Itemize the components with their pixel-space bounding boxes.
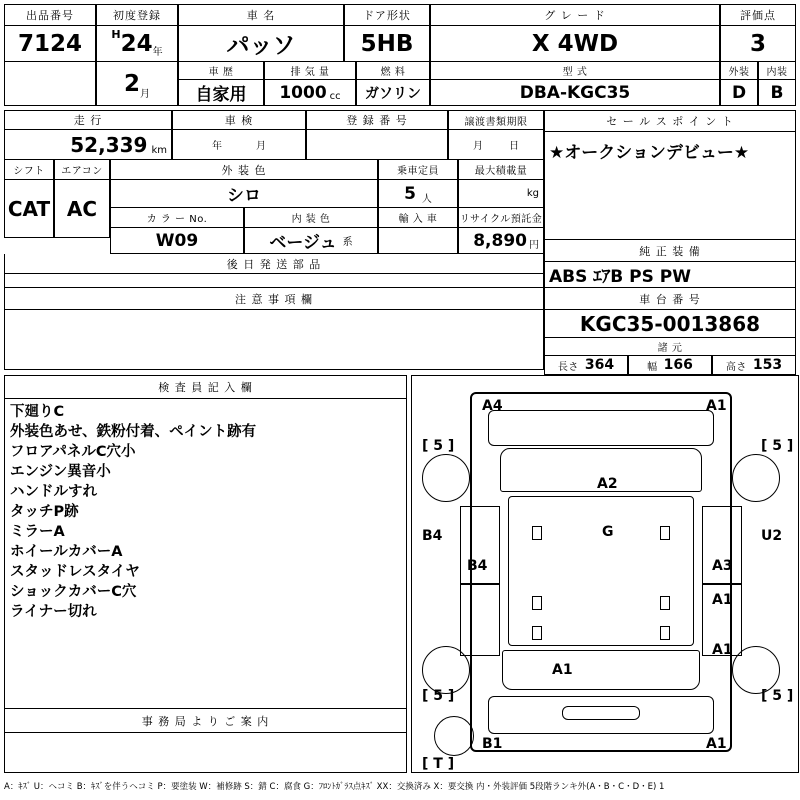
exterior-color-label: 外 装 色 bbox=[110, 160, 378, 180]
import-value bbox=[378, 228, 458, 254]
list-item: 外装色あせ、鉄粉付着、ペイント跡有 bbox=[10, 424, 257, 440]
door-type-value: 5HB bbox=[344, 26, 430, 62]
lot-number-value: 7124 bbox=[4, 26, 96, 62]
car-name-value: パッソ bbox=[178, 26, 344, 62]
registration-number-label: 登 録 番 号 bbox=[306, 110, 448, 130]
list-item: タッチP跡 bbox=[10, 504, 79, 520]
first-registration-month: 2 月 bbox=[96, 62, 178, 106]
rear-left-wheel bbox=[422, 646, 470, 694]
color-number-label: カ ラ ー No. bbox=[110, 208, 244, 228]
damage-label: A2 bbox=[597, 476, 618, 492]
damage-label: A1 bbox=[706, 398, 727, 414]
office-notice-area bbox=[4, 733, 407, 773]
damage-label: A3 bbox=[712, 558, 733, 574]
inspector-notes-label: 検 査 員 記 入 欄 bbox=[4, 375, 407, 399]
tire-label: [ 5 ] bbox=[422, 438, 455, 454]
caution-label: 注 意 事 項 欄 bbox=[4, 288, 544, 310]
blank-cell-left bbox=[4, 62, 96, 106]
office-notice-label: 事 務 局 よ り ご 案 内 bbox=[4, 709, 407, 733]
model-code-value: DBA-KGC35 bbox=[430, 80, 720, 106]
car-name-label: 車 名 bbox=[178, 4, 344, 26]
grade-value: X 4WD bbox=[430, 26, 720, 62]
list-item: フロアパネルC穴小 bbox=[10, 444, 136, 460]
list-item: スタッドレスタイヤ bbox=[10, 564, 140, 580]
first-registration-label: 初度登録 bbox=[96, 4, 178, 26]
inspection-value: 年 月 bbox=[172, 130, 306, 160]
interior-grade-value: B bbox=[758, 80, 796, 106]
aircon-value: AC bbox=[54, 180, 110, 238]
interior-mark-2 bbox=[532, 596, 542, 610]
front-right-wheel bbox=[732, 454, 780, 502]
seats-label: 乗車定員 bbox=[378, 160, 458, 180]
exterior-grade-value: D bbox=[720, 80, 758, 106]
chassis-number-value: KGC35-0013868 bbox=[544, 310, 796, 338]
interior-mark-5 bbox=[660, 596, 670, 610]
score-value: 3 bbox=[720, 26, 796, 62]
exterior-color-value: シロ bbox=[110, 180, 378, 208]
import-label: 輸 入 車 bbox=[378, 208, 458, 228]
tire-label: [ 5 ] bbox=[761, 438, 794, 454]
vehicle-damage-diagram bbox=[411, 375, 799, 773]
damage-label: U2 bbox=[761, 528, 783, 544]
transfer-deadline-value: 月 日 bbox=[448, 130, 544, 160]
spare-tire bbox=[434, 716, 474, 756]
spare-tire-label: [ T ] bbox=[422, 756, 455, 772]
damage-label: B4 bbox=[422, 528, 443, 544]
list-item: ショックカバーC穴 bbox=[10, 584, 137, 600]
interior-mark-3 bbox=[532, 626, 542, 640]
height-cell: 高さ 153 bbox=[712, 356, 796, 375]
chassis-number-label: 車 台 番 号 bbox=[544, 288, 796, 310]
damage-label: A1 bbox=[712, 592, 733, 608]
max-load-value: kg bbox=[458, 180, 544, 208]
transfer-deadline-label: 譲渡書類期限 bbox=[448, 110, 544, 130]
grade-label: グ レ ー ド bbox=[430, 4, 720, 26]
list-item: ハンドルすれ bbox=[10, 484, 97, 500]
sales-point-value: ★オークションデビュー★ bbox=[544, 132, 796, 240]
list-item: ミラーA bbox=[10, 524, 65, 540]
rear-right-wheel bbox=[732, 646, 780, 694]
damage-label: A1 bbox=[712, 642, 733, 658]
interior-grade-label: 内装 bbox=[758, 62, 796, 80]
damage-label: B4 bbox=[467, 558, 488, 574]
rear-window-panel bbox=[502, 650, 700, 690]
inspector-notes-list bbox=[10, 402, 400, 622]
damage-label: G bbox=[602, 524, 614, 540]
displacement-label: 排 気 量 bbox=[264, 62, 356, 80]
legend-text: A：ｷｽﾞ U：ヘコミ B：ｷｽﾞを伴うヘコミ P：要塗装 W：補修跡 S：錆 C：腐食 G：ﾌﾛﾝﾄｶﾞﾗｽ点ｷｽﾞ XX：交換済み X：要交換 内・外装評価 5段階ランキ外(A・B・C・D・E) 1 bbox=[4, 782, 665, 792]
length-cell: 長さ 364 bbox=[544, 356, 628, 375]
rear-bumper-mark bbox=[562, 706, 640, 720]
interior-mark-4 bbox=[660, 526, 670, 540]
displacement-value: 1000 cc bbox=[264, 80, 356, 106]
caution-value bbox=[4, 310, 544, 370]
shift-value: CAT bbox=[4, 180, 54, 238]
color-number-value: W09 bbox=[110, 228, 244, 254]
later-shipment-value bbox=[4, 274, 544, 288]
later-shipment-label: 後 日 発 送 部 品 bbox=[4, 254, 544, 274]
history-label: 車 歴 bbox=[178, 62, 264, 80]
interior-mark-1 bbox=[532, 526, 542, 540]
damage-label: B1 bbox=[482, 736, 503, 752]
inspection-label: 車 検 bbox=[172, 110, 306, 130]
recycle-fee-value: 8,890 円 bbox=[458, 228, 544, 254]
mileage-value: 52,339 km bbox=[4, 130, 172, 160]
lot-number-label: 出品番号 bbox=[4, 4, 96, 26]
interior-color-value: ベージュ 系 bbox=[244, 228, 378, 254]
registration-number-value bbox=[306, 130, 448, 160]
history-value: 自家用 bbox=[178, 80, 264, 106]
fuel-label: 燃 料 bbox=[356, 62, 430, 80]
interior-color-label: 内 装 色 bbox=[244, 208, 378, 228]
rear-left-door bbox=[460, 584, 500, 656]
exterior-grade-label: 外装 bbox=[720, 62, 758, 80]
fuel-value: ガソリン bbox=[356, 80, 430, 106]
sales-point-label: セ ー ル ス ポ イ ン ト bbox=[544, 110, 796, 132]
damage-label: A1 bbox=[552, 662, 573, 678]
equipment-label: 純 正 装 備 bbox=[544, 240, 796, 262]
mileage-label: 走 行 bbox=[4, 110, 172, 130]
damage-label: A4 bbox=[482, 398, 503, 414]
list-item: ライナー切れ bbox=[10, 604, 97, 620]
seats-value: 5 人 bbox=[378, 180, 458, 208]
score-label: 評価点 bbox=[720, 4, 796, 26]
dimensions-label: 諸 元 bbox=[544, 338, 796, 356]
max-load-label: 最大積載量 bbox=[458, 160, 544, 180]
aircon-label: エアコン bbox=[54, 160, 110, 180]
first-registration-value: H 24 年 bbox=[96, 26, 178, 62]
roof-panel bbox=[508, 496, 694, 646]
hood-panel bbox=[488, 410, 714, 446]
recycle-fee-label: リサイクル預託金 bbox=[458, 208, 544, 228]
damage-label: A1 bbox=[706, 736, 727, 752]
door-type-label: ドア形状 bbox=[344, 4, 430, 26]
list-item: 下廻りC bbox=[10, 404, 65, 420]
interior-mark-6 bbox=[660, 626, 670, 640]
width-cell: 幅 166 bbox=[628, 356, 712, 375]
tire-label: [ 5 ] bbox=[422, 688, 455, 704]
list-item: エンジン異音小 bbox=[10, 464, 111, 480]
shift-label: シフト bbox=[4, 160, 54, 180]
equipment-value: ABS ｴｱB PS PW bbox=[544, 262, 796, 288]
model-code-label: 型 式 bbox=[430, 62, 720, 80]
tire-label: [ 5 ] bbox=[761, 688, 794, 704]
list-item: ホイールカバーA bbox=[10, 544, 123, 560]
front-left-wheel bbox=[422, 454, 470, 502]
